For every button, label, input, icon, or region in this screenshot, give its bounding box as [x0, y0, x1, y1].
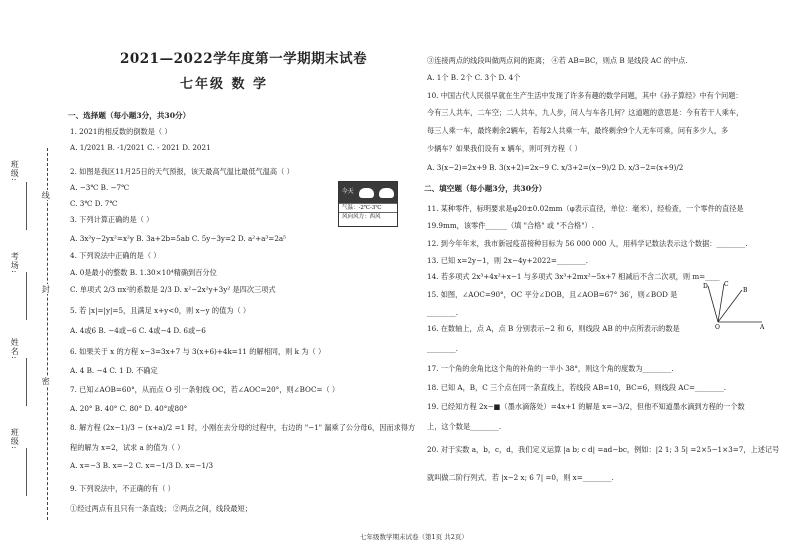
question-line: 3. 下列计算正确的是（ ） — [70, 215, 154, 224]
question-line: ________. — [427, 344, 459, 353]
cut-line — [47, 148, 48, 520]
cut-char: 线 — [41, 191, 51, 199]
ray-oc — [718, 284, 724, 322]
binding-sidebar — [0, 0, 62, 550]
section-heading: 一、选择题（每小题3分，共30分） — [68, 111, 191, 120]
question-line: 19.9mm，该零件______（填 "合格" 或 "不合格"）. — [427, 221, 594, 230]
question-line: 17. 一个角的余角比这个角的补角的一半小 38°，则这个角的度数为________. — [427, 364, 674, 373]
question-line: A. 3(x−2)=2x+9 B. 3(x+2)=2x−9 C. x/3+2=(x−9)/2 D. x/3−2=(x+9)/2 — [427, 163, 684, 172]
weather-temp: 气温：-2℃-3℃ — [339, 203, 397, 212]
question-line: 16. 在数轴上，点 A，点 B 分别表示−2 和 6，则线段 AB 的中点所表示的数是 — [427, 324, 680, 333]
cloud-icon — [359, 188, 374, 198]
cut-char: 封 — [41, 285, 51, 293]
question-line: 4. 下列说法中正确的是（ ） — [70, 251, 161, 260]
question-line: 就叫做二阶行列式．若 |x−2 x; 6 7| =0，则 x=________. — [427, 473, 614, 482]
label-a: A — [760, 324, 765, 330]
question-line: 上，这个数是________. — [427, 422, 502, 431]
exam-title: 2021—2022学年度第一学期期末试卷 — [120, 51, 368, 67]
question-line: ③连接两点的线段叫做两点间的距离； ④若 AB=BC，则点 B 是线段 AC 的中点. — [427, 56, 688, 65]
cut-char: 密 — [41, 377, 51, 385]
question-line: A. 4或6 B. −4或−6 C. 4或−4 D. 6或−6 — [70, 326, 206, 335]
label-d: D — [703, 283, 708, 290]
weather-forecast-image — [338, 181, 398, 227]
question-line: 19. 已经知方程 2x−■（墨水滴落处）=4x+1 的解是 x=−3/2，但他不知道墨水滴到方程的一个数 — [427, 402, 745, 411]
question-line: 11. 某种零件，标明要求是φ20±0.02mm（φ表示直径，单位：毫米），经检查，一个零件的直径是 — [427, 204, 744, 213]
question-line: 8. 解方程 (2x−1)/3 − (x+a)/2 =1 时，小刚在去分母的过程中，右边的 "−1" 漏乘了公分母6，因而求得方 — [70, 423, 416, 432]
question-line: 14. 若多项式 2x³+4x²+x−1 与多项式 3x³+2mx²−5x+7 相减后不含二次项，则 m=____ — [427, 272, 720, 281]
question-line: 程的解为 x=2，试求 a 的值为（ ） — [70, 443, 185, 452]
question-line: A. x=−3 B. x=−2 C. x=−1/3 D. x=−1/3 — [70, 461, 214, 470]
question-line: A. 3x²y−2yx²=x²y B. 3a+2b=5ab C. 5y−3y=2 D. a²+a³=2a⁵ — [70, 234, 287, 243]
exam-room-field[interactable] — [26, 272, 28, 320]
section-heading: 二、填空题（每小题3分，共30分） — [424, 184, 547, 193]
question-line: 9. 下列说法中，不正确的有（ ） — [70, 484, 175, 493]
question-line: 今有三人共车，二车空；二人共车，九人步，问人与车各几何？这道题的意思是：今有若干人乘车， — [427, 108, 744, 117]
angle-figure — [700, 280, 770, 330]
question-line: 18. 已知 A，B，C 三个点在同一条直线上，若线段 AB=10，BC=6，则线段 AC=________. — [427, 383, 727, 392]
name-label: 姓名: — [10, 338, 20, 360]
weather-day: 今天 — [341, 188, 354, 196]
question-line: ①经过两点有且只有一条直线； ②两点之间，线段最短； — [70, 504, 252, 513]
question-line: A. −3℃ B. −7℃ — [70, 183, 130, 192]
ray-ob — [718, 290, 742, 322]
question-line: 12. 到今年年末，我市新冠疫苗接种目标为 56 000 000 人，用科学记数法表示这个数据：________. — [427, 239, 748, 248]
question-line: 20. 对于实数 a，b，c，d，我们定义运算 |a b; c d| =ad−bc，例如：|2 1; 3 5| =2×5−1×3=7，上述记号 — [427, 445, 780, 454]
grade-label: 班级: — [10, 428, 20, 450]
question-line: 10. 中国古代人民很早就在生产生活中发现了许多有趣的数学问题，其中《孙子算经》中有个问题： — [427, 91, 743, 100]
class-label: 班级: — [10, 160, 20, 182]
label-o: O — [715, 324, 720, 330]
question-line: 13. 已知 x=2y−1，则 2x−4y+2022=________. — [427, 256, 588, 265]
question-line: 7. 已知∠AOB=60°，从而点 O 引一条射线 OC，若∠AOC=20°，则∠BOC=（ ） — [70, 385, 340, 394]
question-line: A. 1个 B. 2个 C. 3个 D. 4个 — [427, 73, 521, 82]
question-line: 每三人乘一车，最终剩余2辆车，若每2人共乘一车，最终剩余9个人无车可乘，问有多少人，多 — [427, 126, 729, 135]
question-line: C. 3℃ D. 7℃ — [70, 199, 118, 208]
name-field[interactable] — [26, 358, 28, 406]
question-line: A. 4 B. −4 C. 1 D. 不确定 — [70, 366, 158, 375]
question-line: A. 1/2021 B. -1/2021 C. - 2021 D. 2021 — [70, 143, 211, 152]
ray-od — [708, 286, 718, 322]
question-line: ________. — [427, 308, 459, 317]
question-line: 6. 如果关于 x 的方程 x−3=3x+7 与 3(x+6)+4k=11 的解相同，则 k 为（ ） — [70, 347, 326, 356]
class-field[interactable] — [26, 182, 28, 230]
question-line: C. 单项式 2/3 πx²的系数是 2/3 D. x²−2x²y+3y² 是四次三项式 — [70, 285, 276, 294]
weather-wind: 风向风力：西风 — [339, 212, 397, 221]
grade-field[interactable] — [26, 448, 28, 496]
question-line: 1. 2021的相反数的倒数是（ ） — [70, 127, 172, 136]
question-line: A. 20° B. 40° C. 80° D. 40°或80° — [70, 404, 188, 413]
question-line: 5. 若 |x|=|y|=5，且满足 x+y<0，则 x−y 的值为（ ） — [70, 306, 251, 315]
question-line: 少辆车？如果我们设有 x 辆车，则可列方程（ ） — [427, 144, 582, 153]
label-b: B — [743, 287, 748, 294]
exam-room-label: 考场: — [10, 252, 20, 274]
question-line: 15. 如图，∠AOC=90°，OC 平分∠DOB，且∠AOB=67° 36′，则∠BOD 是 — [427, 290, 678, 299]
cloud-icon — [379, 188, 394, 198]
exam-subtitle: 七年级 数 学 — [180, 77, 269, 92]
question-line: A. 0是最小的整数 B. 1.30×10⁴精确到百分位 — [70, 268, 217, 277]
label-c: C — [724, 281, 729, 288]
page-footer: 七年级数学期末试卷（第1页 共2页） — [360, 533, 468, 541]
question-line: 2. 如图是我区11月25日的天气预报，该天最高气温比最低气温高（ ） — [70, 167, 294, 176]
